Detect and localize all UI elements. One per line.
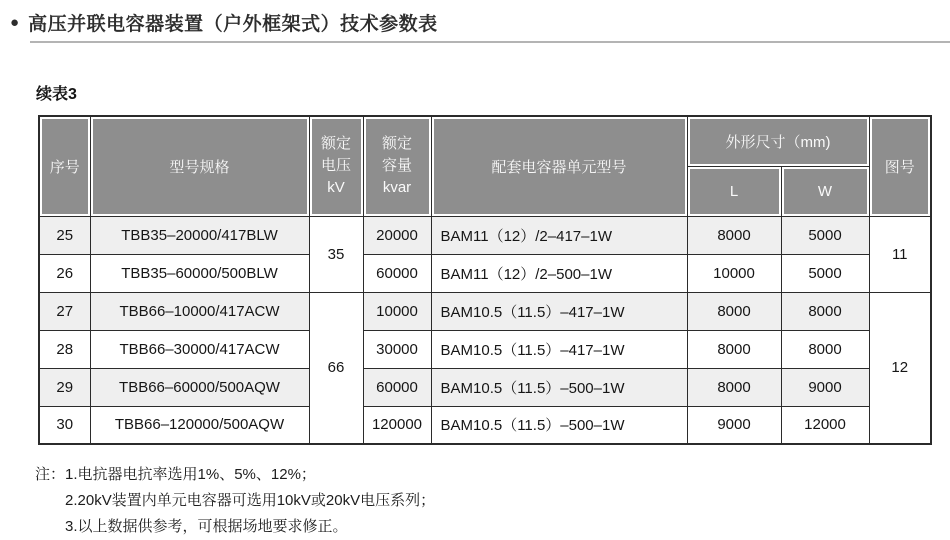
header-capacity-unit: kvar xyxy=(382,179,412,197)
header-dim-w: W xyxy=(781,166,869,216)
note-line-3: 3.以上数据供参考，可根据场地要求修正。 xyxy=(65,518,348,535)
cell-unit-model: BAM10.5（11.5）–417–1W xyxy=(431,330,687,368)
table-row-27 xyxy=(39,292,931,330)
cell-voltage-35: 35 xyxy=(309,216,363,292)
header-dim-l: L xyxy=(687,166,781,216)
table-row-30 xyxy=(39,406,931,444)
cell-unit-model: BAM10.5（11.5）–500–1W xyxy=(431,406,687,444)
table-header xyxy=(39,116,931,216)
cell-model: TBB66–10000/417ACW xyxy=(90,292,309,330)
cell-dim-w: 9000 xyxy=(781,368,869,406)
header-dimensions: 外形尺寸（mm) xyxy=(687,116,869,166)
cell-model: TBB35–60000/500BLW xyxy=(90,254,309,292)
page-title-row xyxy=(0,0,950,36)
table-row-26 xyxy=(39,254,931,292)
cell-capacity: 10000 xyxy=(363,292,431,330)
cell-model: TBB66–120000/500AQW xyxy=(90,406,309,444)
cell-no: 28 xyxy=(39,330,90,368)
cell-unit-model: BAM11（12）/2–500–1W xyxy=(431,254,687,292)
cell-dim-l: 8000 xyxy=(687,368,781,406)
cell-unit-model: BAM10.5（11.5）–500–1W xyxy=(431,368,687,406)
parameters-table xyxy=(38,115,932,445)
title-bullet-icon: ● xyxy=(10,14,20,31)
cell-no: 30 xyxy=(39,406,90,444)
header-capacity-line1: 额定 xyxy=(381,135,412,153)
header-voltage-line2: 电压 xyxy=(320,157,351,175)
cell-unit-model: BAM11（12）/2–417–1W xyxy=(431,216,687,254)
header-row-1 xyxy=(39,116,931,166)
cell-capacity: 20000 xyxy=(363,216,431,254)
note-line-1: 1.电抗器电抗率选用1%、5%、12%； xyxy=(65,466,316,483)
cell-dim-w: 5000 xyxy=(781,254,869,292)
header-rated-capacity xyxy=(363,116,431,216)
cell-dim-w: 8000 xyxy=(781,330,869,368)
table-row-28 xyxy=(39,330,931,368)
cell-dim-w: 5000 xyxy=(781,216,869,254)
cell-dim-w: 8000 xyxy=(781,292,869,330)
title-divider xyxy=(30,41,950,43)
cell-no: 27 xyxy=(39,292,90,330)
cell-dim-l: 10000 xyxy=(687,254,781,292)
header-model: 型号规格 xyxy=(90,116,309,216)
cell-no: 26 xyxy=(39,254,90,292)
table-body xyxy=(39,216,931,444)
cell-capacity: 30000 xyxy=(363,330,431,368)
header-rated-voltage xyxy=(309,116,363,216)
table-row-29 xyxy=(39,368,931,406)
header-unit-model: 配套电容器单元型号 xyxy=(431,116,687,216)
cell-figure-12: 12 xyxy=(869,292,931,444)
cell-no: 25 xyxy=(39,216,90,254)
page-title: 高压并联电容器装置（户外框架式）技术参数表 xyxy=(28,14,438,35)
cell-model: TBB66–60000/500AQW xyxy=(90,368,309,406)
cell-capacity: 60000 xyxy=(363,368,431,406)
cell-no: 29 xyxy=(39,368,90,406)
cell-dim-l: 8000 xyxy=(687,292,781,330)
cell-model: TBB35–20000/417BLW xyxy=(90,216,309,254)
cell-capacity: 60000 xyxy=(363,254,431,292)
cell-dim-l: 8000 xyxy=(687,216,781,254)
cell-voltage-66: 66 xyxy=(309,292,363,444)
cell-dim-w: 12000 xyxy=(781,406,869,444)
table-row-25 xyxy=(39,216,931,254)
notes xyxy=(35,462,950,540)
notes-lines xyxy=(65,462,435,540)
header-voltage-unit: kV xyxy=(327,179,345,197)
notes-label: 注： xyxy=(35,466,66,483)
header-figure: 图号 xyxy=(869,116,931,216)
header-capacity-line2: 容量 xyxy=(381,157,412,175)
cell-dim-l: 9000 xyxy=(687,406,781,444)
cell-unit-model: BAM10.5（11.5）–417–1W xyxy=(431,292,687,330)
continuation-label: 续表3 xyxy=(36,86,77,103)
header-index: 序号 xyxy=(39,116,90,216)
cell-dim-l: 8000 xyxy=(687,330,781,368)
note-line-2: 2.20kV装置内单元电容器可选用10kV或20kV电压系列； xyxy=(65,492,436,509)
cell-model: TBB66–30000/417ACW xyxy=(90,330,309,368)
header-voltage-line1: 额定 xyxy=(320,135,351,153)
cell-capacity: 120000 xyxy=(363,406,431,444)
cell-figure-11: 11 xyxy=(869,216,931,292)
